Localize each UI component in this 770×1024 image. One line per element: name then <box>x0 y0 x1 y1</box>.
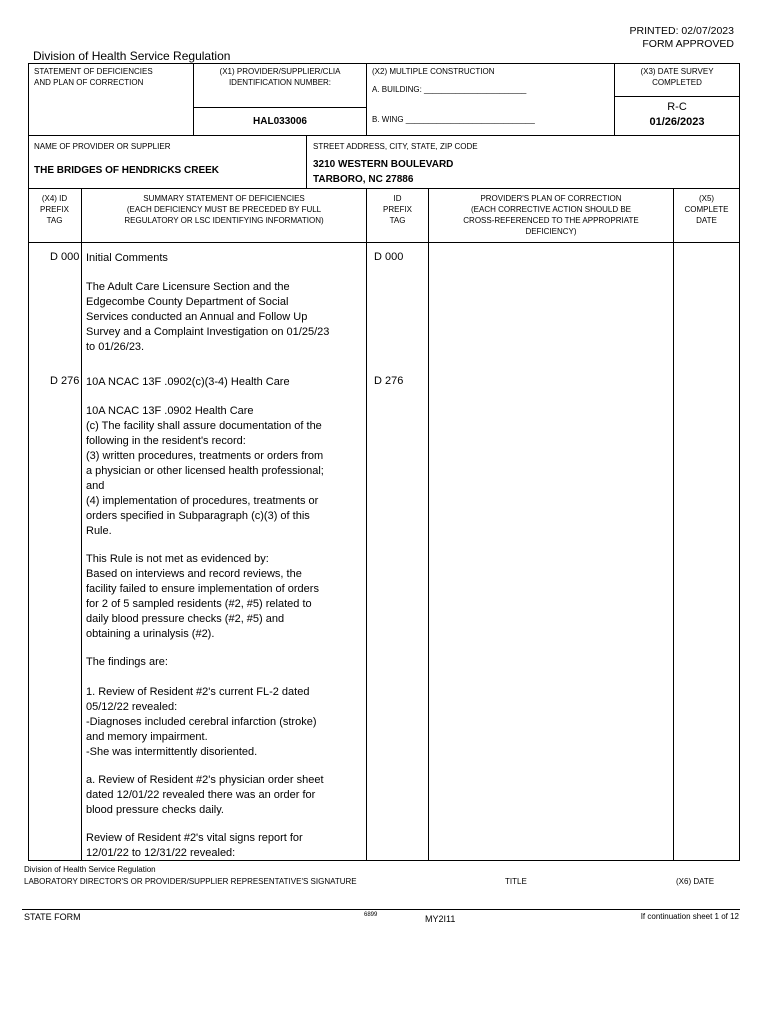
x2-label: (X2) MULTIPLE CONSTRUCTION <box>372 67 495 76</box>
statement-label: STATEMENT OF DEFICIENCIES AND PLAN OF CORRECTION <box>34 67 153 87</box>
tag-d000-right: D 000 <box>374 251 404 263</box>
paragraph-findings: The findings are: <box>86 656 168 668</box>
state-form: STATE FORM <box>24 912 81 922</box>
initial-comments: Initial Comments <box>86 252 168 264</box>
provider-id: HAL033006 <box>253 116 307 127</box>
x3-label: (X3) DATE SURVEY COMPLETED <box>640 67 714 87</box>
form-approved: FORM APPROVED <box>642 38 734 50</box>
address-label: STREET ADDRESS, CITY, STATE, ZIP CODE <box>313 142 478 151</box>
building-field: A. BUILDING: _______________________ <box>372 85 527 94</box>
paragraph-intro: The Adult Care Licensure Section and the Edgecombe County Department of Social Services conducted an Annual and Follow Up Survey and a Complaint Investigation on 01/25/23 to 01/26/23. <box>86 281 330 353</box>
paragraph-rule: 10A NCAC 13F .0902 Health Care (c) The facility shall assure documentation of the following in the resident's record: (3) written procedures, treatments or orders from a physician or other licensed health professional; and (4) implementation of procedures, treatments or orders specified in Subparagraph (c)(3) of this Rule. <box>86 405 324 537</box>
x1-label: (X1) PROVIDER/SUPPLIER/CLIA IDENTIFICATION NUMBER: <box>219 67 341 87</box>
plan-header: PROVIDER'S PLAN OF CORRECTION (EACH CORRECTIVE ACTION SHOULD BE CROSS-REFERENCED TO THE APPROPRIATE DEFICIENCY) <box>463 194 639 236</box>
form-number: 6899 <box>364 912 378 918</box>
tag-d276: D 276 <box>50 375 80 387</box>
footer-division: Division of Health Service Regulation <box>24 865 156 874</box>
rule-title: 10A NCAC 13F .0902(c)(3-4) Health Care <box>86 376 290 388</box>
tag-d276-right: D 276 <box>374 375 404 387</box>
x5-header: (X5) COMPLETE DATE <box>684 194 729 225</box>
division-title: Division of Health Service Regulation <box>33 49 231 63</box>
printed-date: PRINTED: 02/07/2023 <box>629 25 734 37</box>
print-header <box>630 25 734 51</box>
x6-date-label: (X6) DATE <box>676 877 715 886</box>
survey-code: R-C <box>667 101 687 113</box>
id-header: ID PREFIX TAG <box>383 194 412 225</box>
signature-label: LABORATORY DIRECTOR'S OR PROVIDER/SUPPLIER REPRESENTATIVE'S SIGNATURE <box>24 877 357 886</box>
paragraph-vitals: Review of Resident #2's vital signs report for 12/01/22 to 12/31/22 revealed: <box>86 832 303 859</box>
tag-d000: D 000 <box>50 251 80 263</box>
provider-address: 3210 WESTERN BOULEVARD TARBORO, NC 27886 <box>313 159 454 185</box>
x4-header: (X4) ID PREFIX TAG <box>40 194 69 225</box>
form-code: MY2I11 <box>425 914 456 924</box>
summary-header: SUMMARY STATEMENT OF DEFICIENCIES (EACH DEFICIENCY MUST BE PRECEDED BY FULL REGULATORY OR LSC IDENTIFYING INFORMATION) <box>124 194 324 225</box>
paragraph-order: a. Review of Resident #2's physician order sheet dated 12/01/22 revealed there was an order for blood pressure checks daily. <box>86 774 324 816</box>
continuation-sheet: If continuation sheet 1 of 12 <box>640 912 739 921</box>
paragraph-fl2: 1. Review of Resident #2's current FL-2 dated 05/12/22 revealed: -Diagnoses included cerebral infarction (stroke) and memory impairment. -She was intermittently disoriented. <box>86 686 317 758</box>
paragraph-evidence: This Rule is not met as evidenced by: Based on interviews and record reviews, the facility failed to ensure implementation of orders for 2 of 5 sampled residents (#2, #5) related to daily blood pressure checks (#2, #5) and obtaining a urinalysis (#2). <box>86 553 319 640</box>
wing-field: B. WING _____________________________ <box>372 115 535 124</box>
provider-name: THE BRIDGES OF HENDRICKS CREEK <box>34 165 220 176</box>
survey-date: 01/26/2023 <box>649 116 705 128</box>
provider-label: NAME OF PROVIDER OR SUPPLIER <box>34 142 171 151</box>
title-label: TITLE <box>505 877 527 886</box>
